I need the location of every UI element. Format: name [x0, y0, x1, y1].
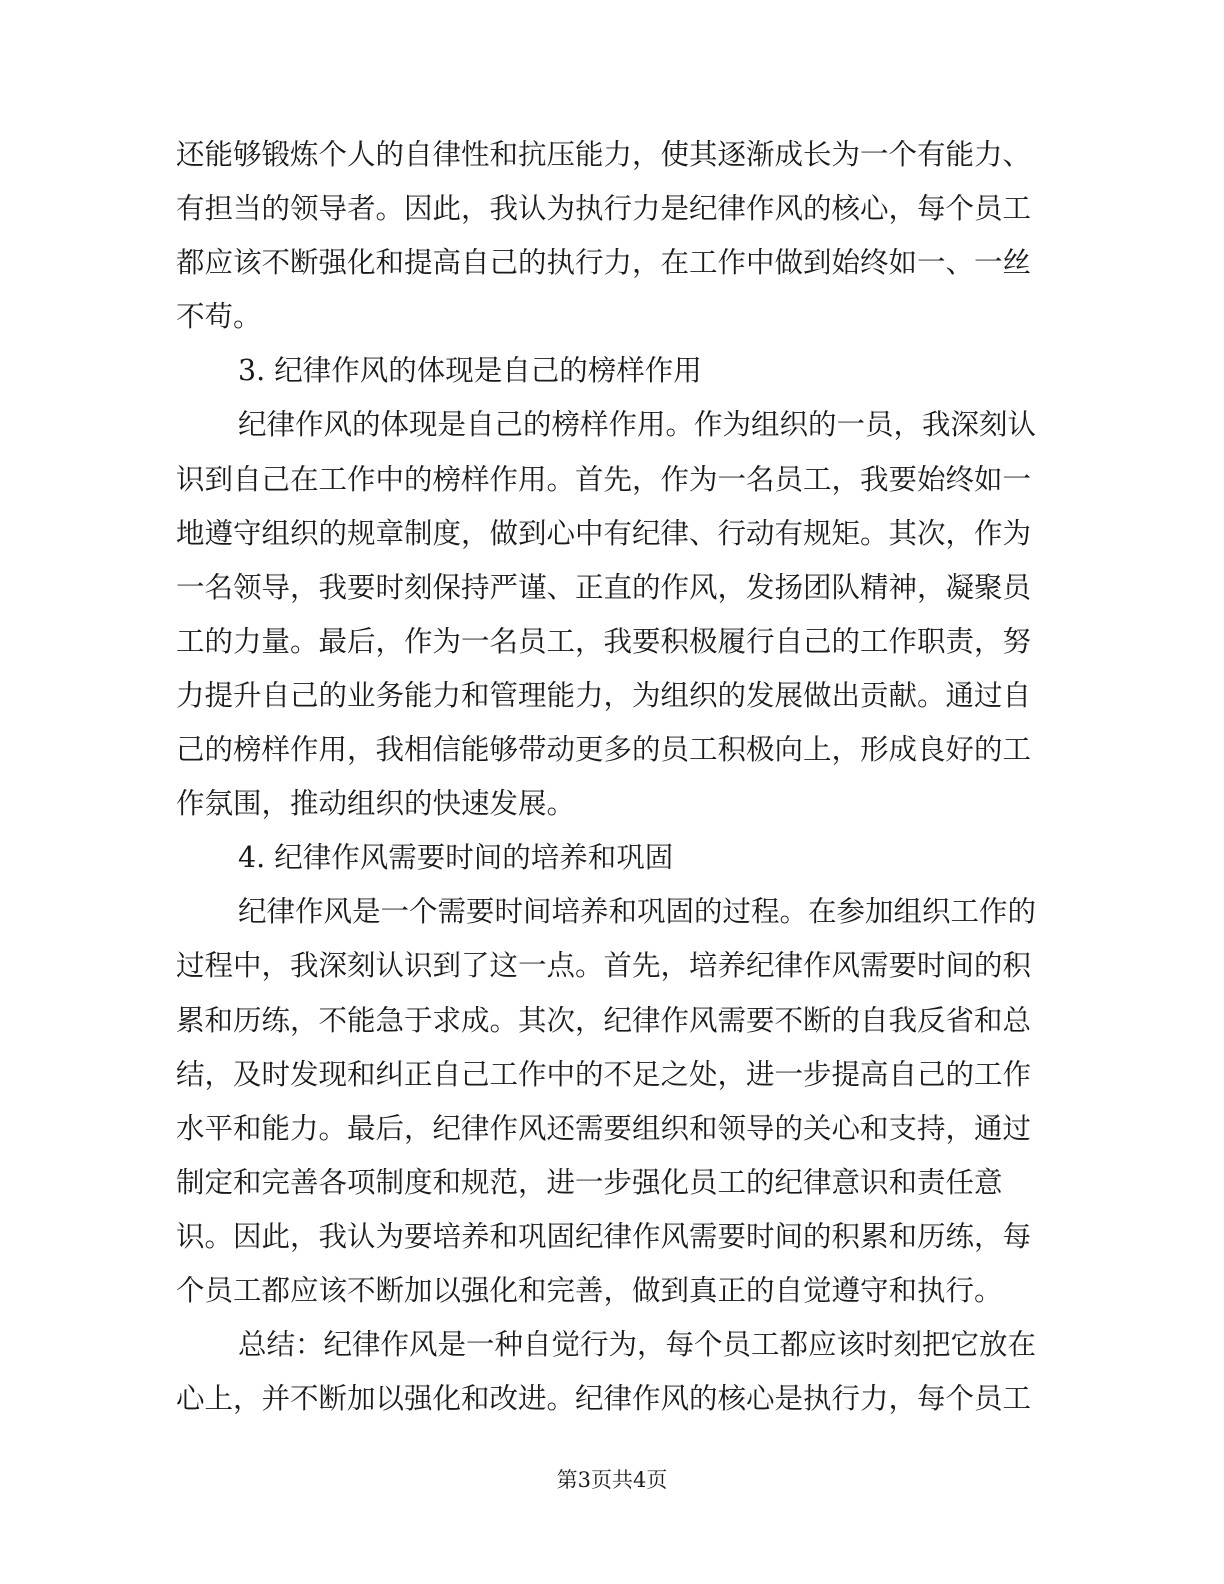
paragraph-line: 一名领导，我要时刻保持严谨、正直的作风，发扬团队精神，凝聚员 — [176, 570, 1032, 604]
paragraph-line: 累和历练，不能急于求成。其次，纪律作风需要不断的自我反省和总 — [176, 1003, 1032, 1037]
paragraph-line: 不苟。 — [176, 300, 262, 334]
paragraph-line: 个员工都应该不断加以强化和完善，做到真正的自觉遵守和执行。 — [176, 1273, 1003, 1307]
paragraph-line: 识到自己在工作中的榜样作用。首先，作为一名员工，我要始终如一 — [176, 462, 1032, 496]
paragraph-line: 制定和完善各项制度和规范，进一步强化员工的纪律意识和责任意 — [176, 1165, 1003, 1199]
paragraph-line: 作氛围，推动组织的快速发展。 — [176, 787, 576, 821]
section-heading-4: 4. 纪律作风需要时间的培养和巩固 — [238, 841, 674, 875]
paragraph-line: 纪律作风的体现是自己的榜样作用。作为组织的一员，我深刻认 — [238, 408, 1037, 442]
paragraph-line: 识。因此，我认为要培养和巩固纪律作风需要时间的积累和历练，每 — [176, 1219, 1032, 1253]
paragraph-line: 力提升自己的业务能力和管理能力，为组织的发展做出贡献。通过自 — [176, 678, 1032, 712]
paragraph-line: 有担当的领导者。因此，我认为执行力是纪律作风的核心，每个员工 — [176, 192, 1032, 226]
paragraph-line: 水平和能力。最后，纪律作风还需要组织和领导的关心和支持，通过 — [176, 1111, 1032, 1145]
page-number-footer: 第3页共4页 — [556, 1468, 668, 1492]
section-heading-3: 3. 纪律作风的体现是自己的榜样作用 — [238, 354, 702, 388]
paragraph-line: 工的力量。最后，作为一名员工，我要积极履行自己的工作职责，努 — [176, 624, 1032, 658]
paragraph-line: 纪律作风是一个需要时间培养和巩固的过程。在参加组织工作的 — [238, 895, 1037, 929]
paragraph-line: 都应该不断强化和提高自己的执行力，在工作中做到始终如一、一丝 — [176, 246, 1032, 280]
paragraph-line: 总结：纪律作风是一种自觉行为，每个员工都应该时刻把它放在 — [238, 1328, 1037, 1362]
paragraph-line: 心上，并不断加以强化和改进。纪律作风的核心是执行力，每个员工 — [176, 1382, 1032, 1416]
paragraph-line: 还能够锻炼个人的自律性和抗压能力，使其逐渐成长为一个有能力、 — [176, 138, 1032, 171]
paragraph-line: 己的榜样作用，我相信能够带动更多的员工积极向上，形成良好的工 — [176, 733, 1032, 767]
paragraph-line: 结，及时发现和纠正自己工作中的不足之处，进一步提高自己的工作 — [176, 1057, 1032, 1091]
paragraph-line: 地遵守组织的规章制度，做到心中有纪律、行动有规矩。其次，作为 — [176, 516, 1032, 550]
paragraph-line: 过程中，我深刻认识到了这一点。首先，培养纪律作风需要时间的积 — [176, 949, 1032, 983]
document-body — [176, 128, 1037, 1426]
